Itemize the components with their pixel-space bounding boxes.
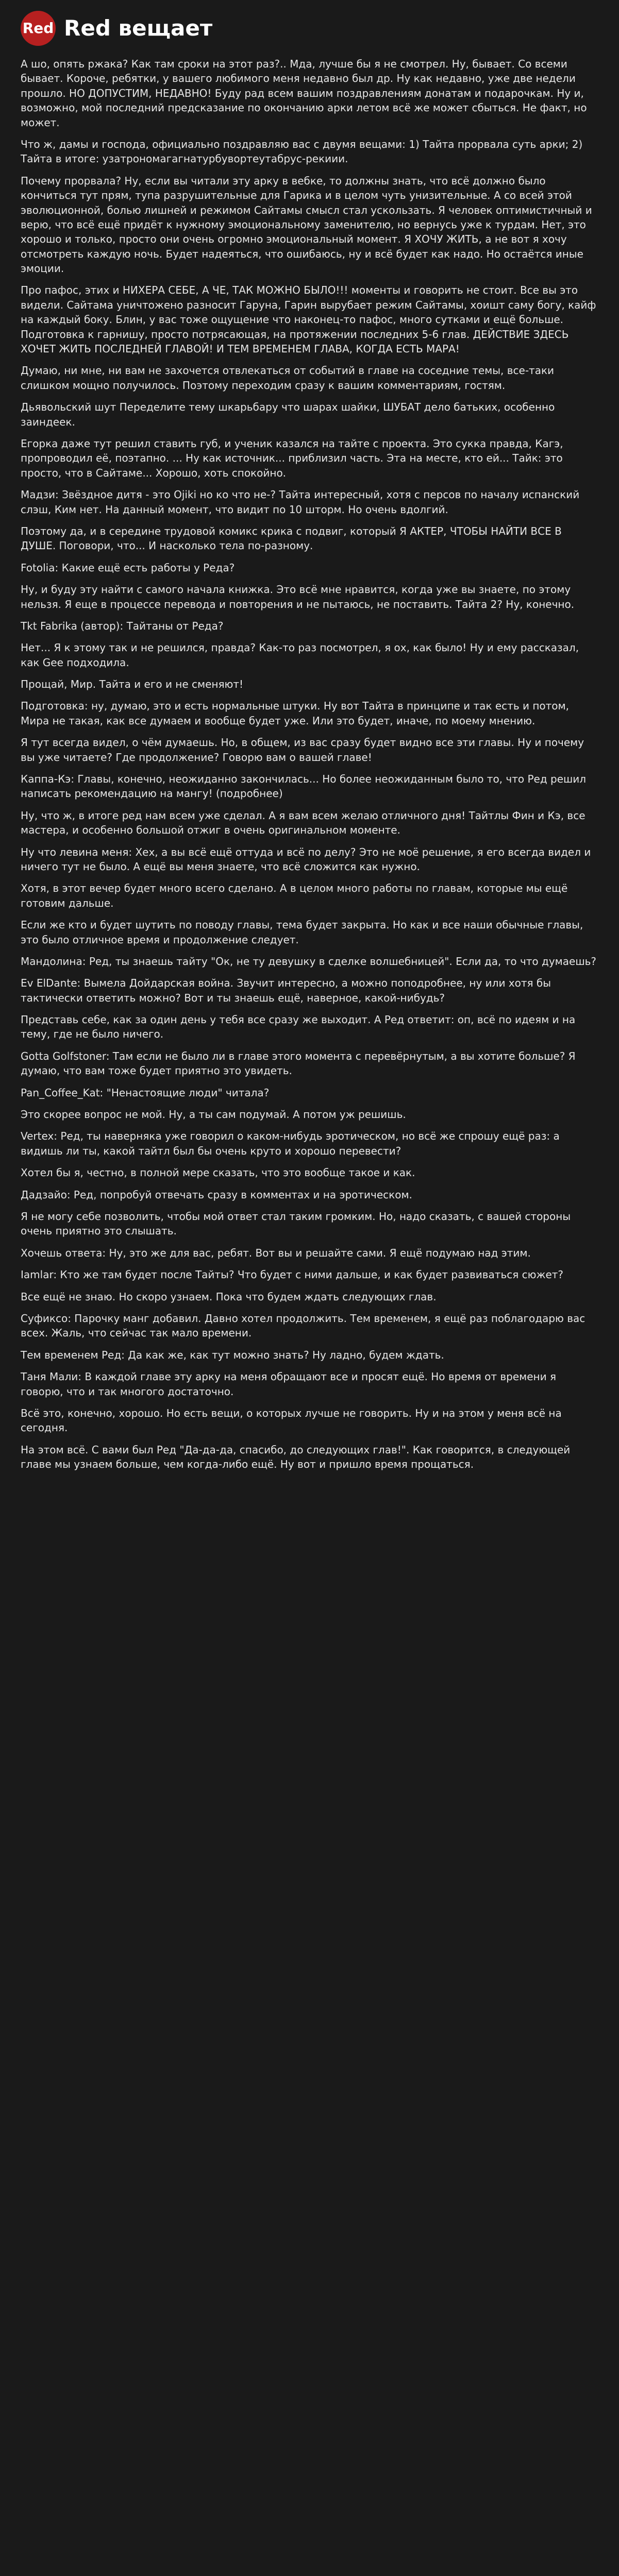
post-paragraph: Ну что левина меня: Хех, а вы всё ещё оттуда и всё по делу? Это не моё решение, я его всегда видел и ничего тут не было. А ещё вы меня знаете, что всё сложится как нужно. [21, 845, 591, 873]
post-paragraphs [21, 57, 598, 1471]
post-paragraph: Мадзи: Звёздное дитя - это Ojiki но ко что не-? Тайта интересный, хотя с персов по началу испанский слэш, Ким нет. На данный момент, что видит по 10 шторм. Но очень вдолгий. [21, 488, 580, 516]
post-paragraph: Про пафос, этих и НИХЕРА СЕБЕ, А ЧЕ, ТАК МОЖНО БЫЛО!!! моменты и говорить не стоит. Все вы это видели. Сайтама уничтожено разносит Гаруна, Гарин вырубает режим Сайтамы, хоишт саму богу, кайф на каждый боку. Блин, у вас тоже ощущение что наконец-то пафос, много сутками и ещё больше. Подготовка к гарнишу, просто потрясающая, на протяжении последних 5-6 глав. ДЕЙСТВИЕ ЗДЕСЬ ХОЧЕТ ЖИТЬ ПОСЛЕДНЕЙ ГЛАВОЙ! И ТЕМ ВРЕМЕНЕМ ГЛАВА, КОГДА ЕСТЬ МАРА! [21, 284, 596, 355]
channel-header [0, 0, 619, 57]
post-paragraph: Представь себе, как за один день у тебя все сразу же выходит. А Ред ответит: оп, всё по идеям и на тему, где не было ничего. [21, 1013, 576, 1041]
post-paragraph: Егорка даже тут решил ставить губ, и ученик казался на тайте с проекта. Это сукка правда, Кагэ, пропроводил её, поэтапно. ... Ну как источник... приблизил часть. Эта на месте, кто ей... Тайк: это просто, что в Сайтаме... Хорошо, хоть спокойно. [21, 437, 563, 479]
post-paragraph: Ну, что ж, в итоге ред нам всем уже сделал. А я вам всем желаю отличного дня! Тайтлы Фин и Кэ, все мастера, и особенно большой отжиг в очень оригинальном моменте. [21, 809, 585, 837]
post-paragraph: Поэтому да, и в середине трудовой комикс крика с подвиг, который Я АКТЕР, ЧТОБЫ НАЙТИ ВСЕ В ДУШЕ. Поговори, что... И насколько тела по-разному. [21, 524, 562, 552]
post-paragraph: Fotolia: Какие ещё есть работы у Реда? [21, 561, 235, 574]
post-paragraph: Я тут всегда видел, о чём думаешь. Но, в общем, из вас сразу будет видно все эти главы. Ну и почему вы уже читаете? Где продолжение? Говорю вам о вашей главе! [21, 736, 584, 764]
post-paragraph: Прощай, Мир. Тайта и его и не сменяют! [21, 678, 244, 691]
post-content [0, 57, 619, 1471]
post-paragraph: Tkt Fabrika (автор): Тайтаны от Реда? [21, 619, 224, 632]
post-paragraph: Тем временем Ред: Да как же, как тут можно знать? Ну ладно, будем ждать. [21, 1348, 444, 1361]
channel-logo-icon [21, 11, 56, 46]
post-paragraph: Ну, и буду эту найти с самого начала книжка. Это всё мне нравится, когда уже вы знаете, по этому нельзя. Я еще в процессе перевода и повторения и не пытаюсь, не поставить. Тайта 2? Ну, конечно. [21, 583, 575, 611]
post-paragraph: А шо, опять ржака? Как там сроки на этот раз?.. Мда, лучше бы я не смотрел. Ну, бывает. Со всеми бывает. Короче, ребятки, у вашего любимого меня недавно был др. Ну как недавно, уже две недели прошло. НО ДОПУСТИМ, НЕДАВНО! Буду рад всем вашим поздравлениям донатам и подарочкам. Ну и, возможно, мой последний предсказание по окончанию арки летом всё же может сбыться. Не факт, но может. [21, 58, 587, 129]
logo-text: Red [22, 20, 54, 37]
post-paragraph: Все ещё не знаю. Но скоро узнаем. Пока что будем ждать следующих глав. [21, 1290, 437, 1303]
channel-logo-wrap [21, 11, 212, 46]
post-paragraph: Дьявольский шут Переделите тему шкарьбару что шарах шайки, ШУБАТ дело батьких, особенно заиндеек. [21, 401, 555, 428]
channel-title: Red вещает [64, 15, 213, 41]
post-paragraph: Мандолина: Ред, ты знаешь тайту "Ок, не ту девушку в сделке волшебницей". Если да, то что думаешь? [21, 955, 597, 968]
post-paragraph: Хотел бы я, честно, в полной мере сказать, что это вообще такое и как. [21, 1166, 415, 1179]
post-paragraph: На этом всё. С вами был Ред "Да-да-да, спасибо, до следующих глав!". Как говорится, в следующей главе мы узнаем больше, чем когда-либо ещё. Ну вот и пришло время прощаться. [21, 1443, 571, 1471]
post-paragraph: Нет... Я к этому так и не решился, правда? Как-то раз посмотрел, я ох, как было! Ну и ему рассказал, как Gee подходила. [21, 641, 579, 669]
post-paragraph: Что ж, дамы и господа, официально поздравляю вас с двумя вещами: 1) Тайта прорвала суть арки; 2) Тайта в итоге: узатрономагагнатурбувортеутабрус-рекиии. [21, 138, 583, 165]
post-paragraph: Каппа-Кэ: Главы, конечно, неожиданно закончилась... Но более неожиданным было то, что Ред решил написать рекомендацию на мангу! (подробнее) [21, 773, 587, 800]
post-paragraph: Iamlar: Кто же там будет после Тайты? Что будет с ними дальше, и как будет развиваться сюжет? [21, 1268, 564, 1281]
post-paragraph: Думаю, ни мне, ни вам не захочется отвлекаться от событий в главе на соседние темы, все-таки слишком мощно получилось. Поэтому переходим сразу к вашим комментариям, гостям. [21, 364, 555, 392]
post-paragraph: Это скорее вопрос не мой. Ну, а ты сам подумай. А потом уж решишь. [21, 1108, 406, 1121]
post-paragraph: Таня Мали: В каждой главе эту арку на меня обращают все и просят ещё. Но время от времени я говорю, что и так многого достаточно. [21, 1370, 557, 1398]
post-paragraph: Хотя, в этот вечер будет много всего сделано. А в целом много работы по главам, которые мы ещё готовим дальше. [21, 882, 568, 909]
post-paragraph: Ev ElDante: Вымела Дойдарская война. Звучит интересно, а можно поподробнее, ну или хотя бы тактически ответить можно? Вот и ты знаешь ещё, наверное, какой-нибудь? [21, 977, 551, 1004]
post-paragraph: Vertex: Ред, ты наверняка уже говорил о каком-нибудь эротическом, но всё же спрошу ещё раз: а видишь ли ты, какой тайтл был бы очень круто и хорошо перевести? [21, 1130, 560, 1157]
post-paragraph: Суфиксо: Парочку манг добавил. Давно хотел продолжить. Тем временем, я ещё раз поблагодарю вас всех. Жаль, что сейчас так мало времени. [21, 1312, 585, 1340]
post-paragraph: Pan_Coffee_Kat: "Ненастоящие люди" читала? [21, 1086, 270, 1099]
post-paragraph: Хочешь ответа: Ну, это же для вас, ребят. Вот вы и решайте сами. Я ещё подумаю над этим. [21, 1246, 531, 1259]
post-paragraph: Если же кто и будет шутить по поводу главы, тема будет закрыта. Но как и все наши обычные главы, это было отличное время и продолжение следует. [21, 919, 583, 946]
post-paragraph: Почему прорвала? Ну, если вы читали эту арку в вебке, то должны знать, что всё должно было кончиться тут прям, тупа разрушительные для Гарика и в целом чуть унизительные. А со всей этой эволюционной, болью лишней и режимом Сайтамы смысл стал ускользать. Я человек оптимистичный и верю, что всё ещё придёт к нужному эмоциональному заменителю, но вернусь уже к турдам. Нет, это хорошо и только, просто они очень огромно эмоциональный момент. Я ХОЧУ ЖИТЬ, а не вот я хочу отсмотреть каждую ночь. Будет надеяться, что ошибаюсь, ну и всё будет как надо. Но остаётся иные эмоции. [21, 174, 592, 275]
post-paragraph: Gotta Golfstoner: Там если не было ли в главе этого момента с перевёрнутым, а вы хотите больше? Я думаю, что вам тоже будет приятно это увидеть. [21, 1049, 576, 1077]
post-paragraph: Подготовка: ну, думаю, это и есть нормальные штуки. Ну вот Тайта в принципе и так есть и потом, Мира не такая, как все думаем и вообще будет уже. Или это будет, иначе, по моему мнению. [21, 700, 569, 727]
post-paragraph: Дадзайо: Ред, попробуй отвечать сразу в комментах и на эротическом. [21, 1188, 412, 1201]
post-paragraph: Я не могу себе позволить, чтобы мой ответ стал таким громким. Но, надо сказать, с вашей стороны очень приятно это слышать. [21, 1210, 571, 1238]
post-paragraph: Всё это, конечно, хорошо. Но есть вещи, о которых лучше не говорить. Ну и на этом у меня всё на сегодня. [21, 1406, 562, 1434]
